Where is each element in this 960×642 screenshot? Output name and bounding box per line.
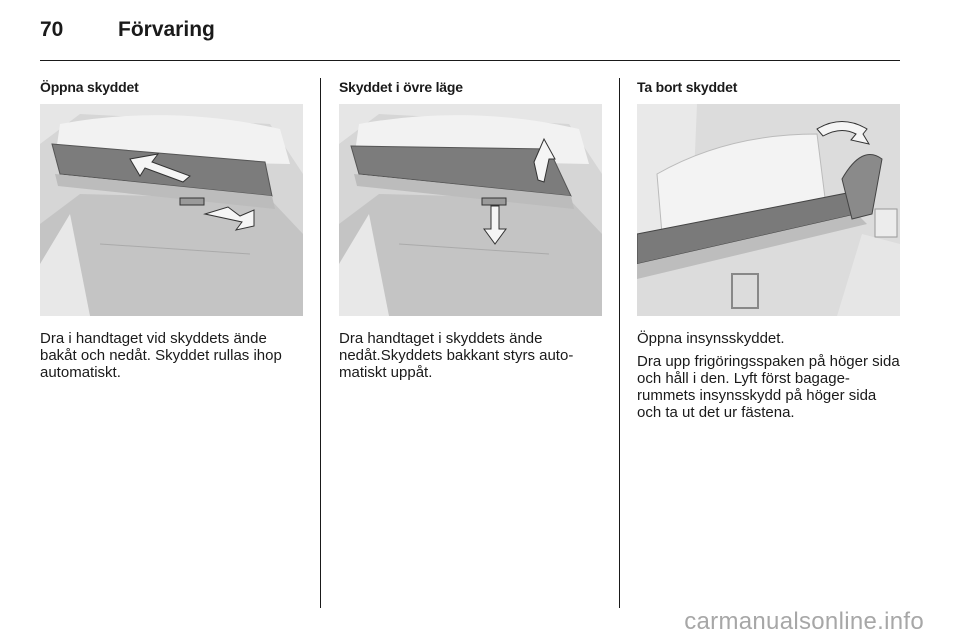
section-heading: Ta bort skyddet bbox=[637, 79, 738, 95]
section-remove-cover bbox=[637, 78, 900, 421]
body-text: Dra i handtaget vid skyddets ände bakåt och nedåt. Skyddet rullas ihop automatiskt. bbox=[40, 330, 282, 381]
body-text: Dra upp frigöringsspaken på höger sida och håll i den. Lyft först bagagerummets insynsskydd på höger sida och ta ut det ur fästena. bbox=[637, 353, 900, 421]
page-title: Förvaring bbox=[118, 18, 215, 41]
section-upper-position bbox=[339, 78, 602, 381]
body-text: Dra handtaget i skyddets ände nedåt.Skyddets bakkant styrs automatiskt uppåt. bbox=[339, 330, 574, 381]
column-divider bbox=[619, 78, 620, 608]
page-number: 70 bbox=[40, 18, 64, 41]
section-open-cover bbox=[40, 78, 303, 381]
page-header bbox=[40, 18, 215, 48]
column-divider bbox=[320, 78, 321, 608]
header-rule bbox=[40, 60, 900, 61]
body-text: Öppna insynsskyddet. bbox=[637, 330, 785, 347]
cargo-cover-removal-illustration bbox=[637, 104, 900, 316]
cargo-cover-upper-illustration bbox=[339, 104, 602, 316]
section-heading: Skyddet i övre läge bbox=[339, 79, 463, 95]
section-heading: Öppna skyddet bbox=[40, 79, 139, 95]
cargo-cover-open-illustration bbox=[40, 104, 303, 316]
watermark: carmanualsonline.info bbox=[684, 608, 924, 635]
